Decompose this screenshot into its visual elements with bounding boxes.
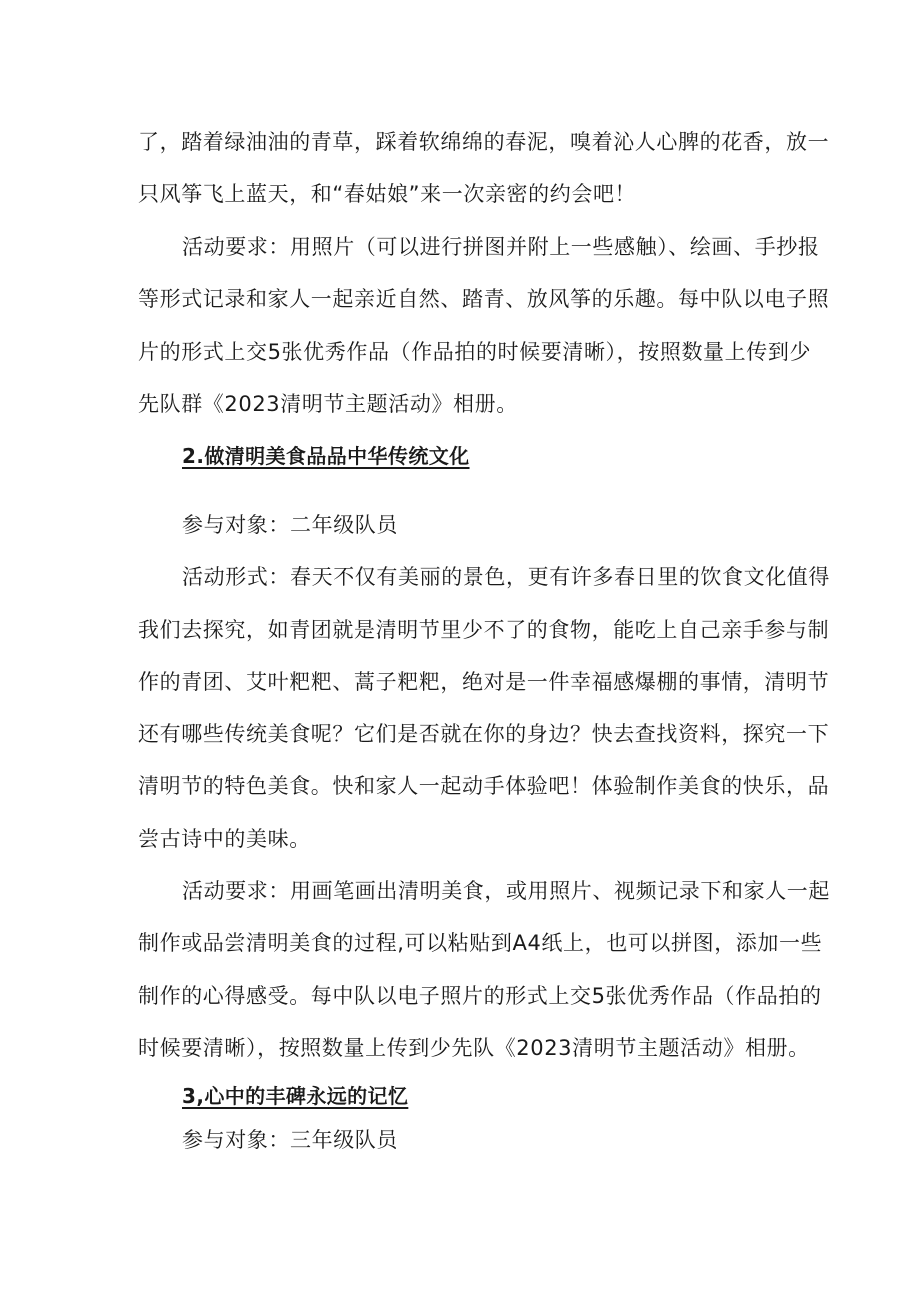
paragraph-line: 清明节的特色美食。快和家人一起动手体验吧！体验制作美食的快乐，品	[138, 774, 830, 798]
paragraph-line: 活动要求：用画笔画出清明美食，或用照片、视频记录下和家人一起	[182, 879, 830, 903]
section-heading: 3,心中的丰碑永远的记忆	[182, 1084, 409, 1108]
paragraph-line: 参与对象：三年级队员	[182, 1128, 398, 1152]
paragraph-line: 制作的心得感受。每中队以电子照片的形式上交5张优秀作品（作品拍的	[138, 984, 822, 1008]
paragraph-line: 只风筝飞上蓝天，和“春姑娘”来一次亲密的约会吧！	[138, 182, 637, 206]
paragraph-line: 还有哪些传统美食呢？它们是否就在你的身边？快去查找资料，探究一下	[138, 722, 830, 746]
paragraph-line: 参与对象：二年级队员	[182, 513, 398, 537]
paragraph-line: 时候要清晰），按照数量上传到少先队《2023清明节主题活动》相册。	[138, 1036, 810, 1060]
paragraph-line: 尝古诗中的美味。	[138, 827, 311, 851]
paragraph-line: 活动要求：用照片（可以进行拼图并附上一些感触）、绘画、手抄报	[182, 235, 820, 259]
paragraph-line: 活动形式：春天不仅有美丽的景色，更有许多春日里的饮食文化值得	[182, 565, 830, 589]
paragraph-line: 我们去探究，如青团就是清明节里少不了的食物，能吃上自己亲手参与制	[138, 618, 830, 642]
paragraph-line: 等形式记录和家人一起亲近自然、踏青、放风筝的乐趣。每中队以电子照	[138, 287, 830, 311]
paragraph-line: 先队群《2023清明节主题活动》相册。	[138, 392, 518, 416]
paragraph-line: 片的形式上交5张优秀作品（作品拍的时候要清晰），按照数量上传到少	[138, 340, 812, 364]
paragraph-line: 作的青团、艾叶粑粑、蒿子粑粑，绝对是一件幸福感爆棚的事情，清明节	[138, 670, 830, 694]
section-heading: 2.做清明美食品品中华传统文化	[182, 444, 470, 468]
paragraph-line: 了，踏着绿油油的青草，踩着软绵绵的春泥，嗅着沁人心脾的花香，放一	[138, 130, 830, 154]
paragraph-line: 制作或品尝清明美食的过程,可以粘贴到A4纸上，也可以拼图，添加一些	[138, 931, 823, 955]
